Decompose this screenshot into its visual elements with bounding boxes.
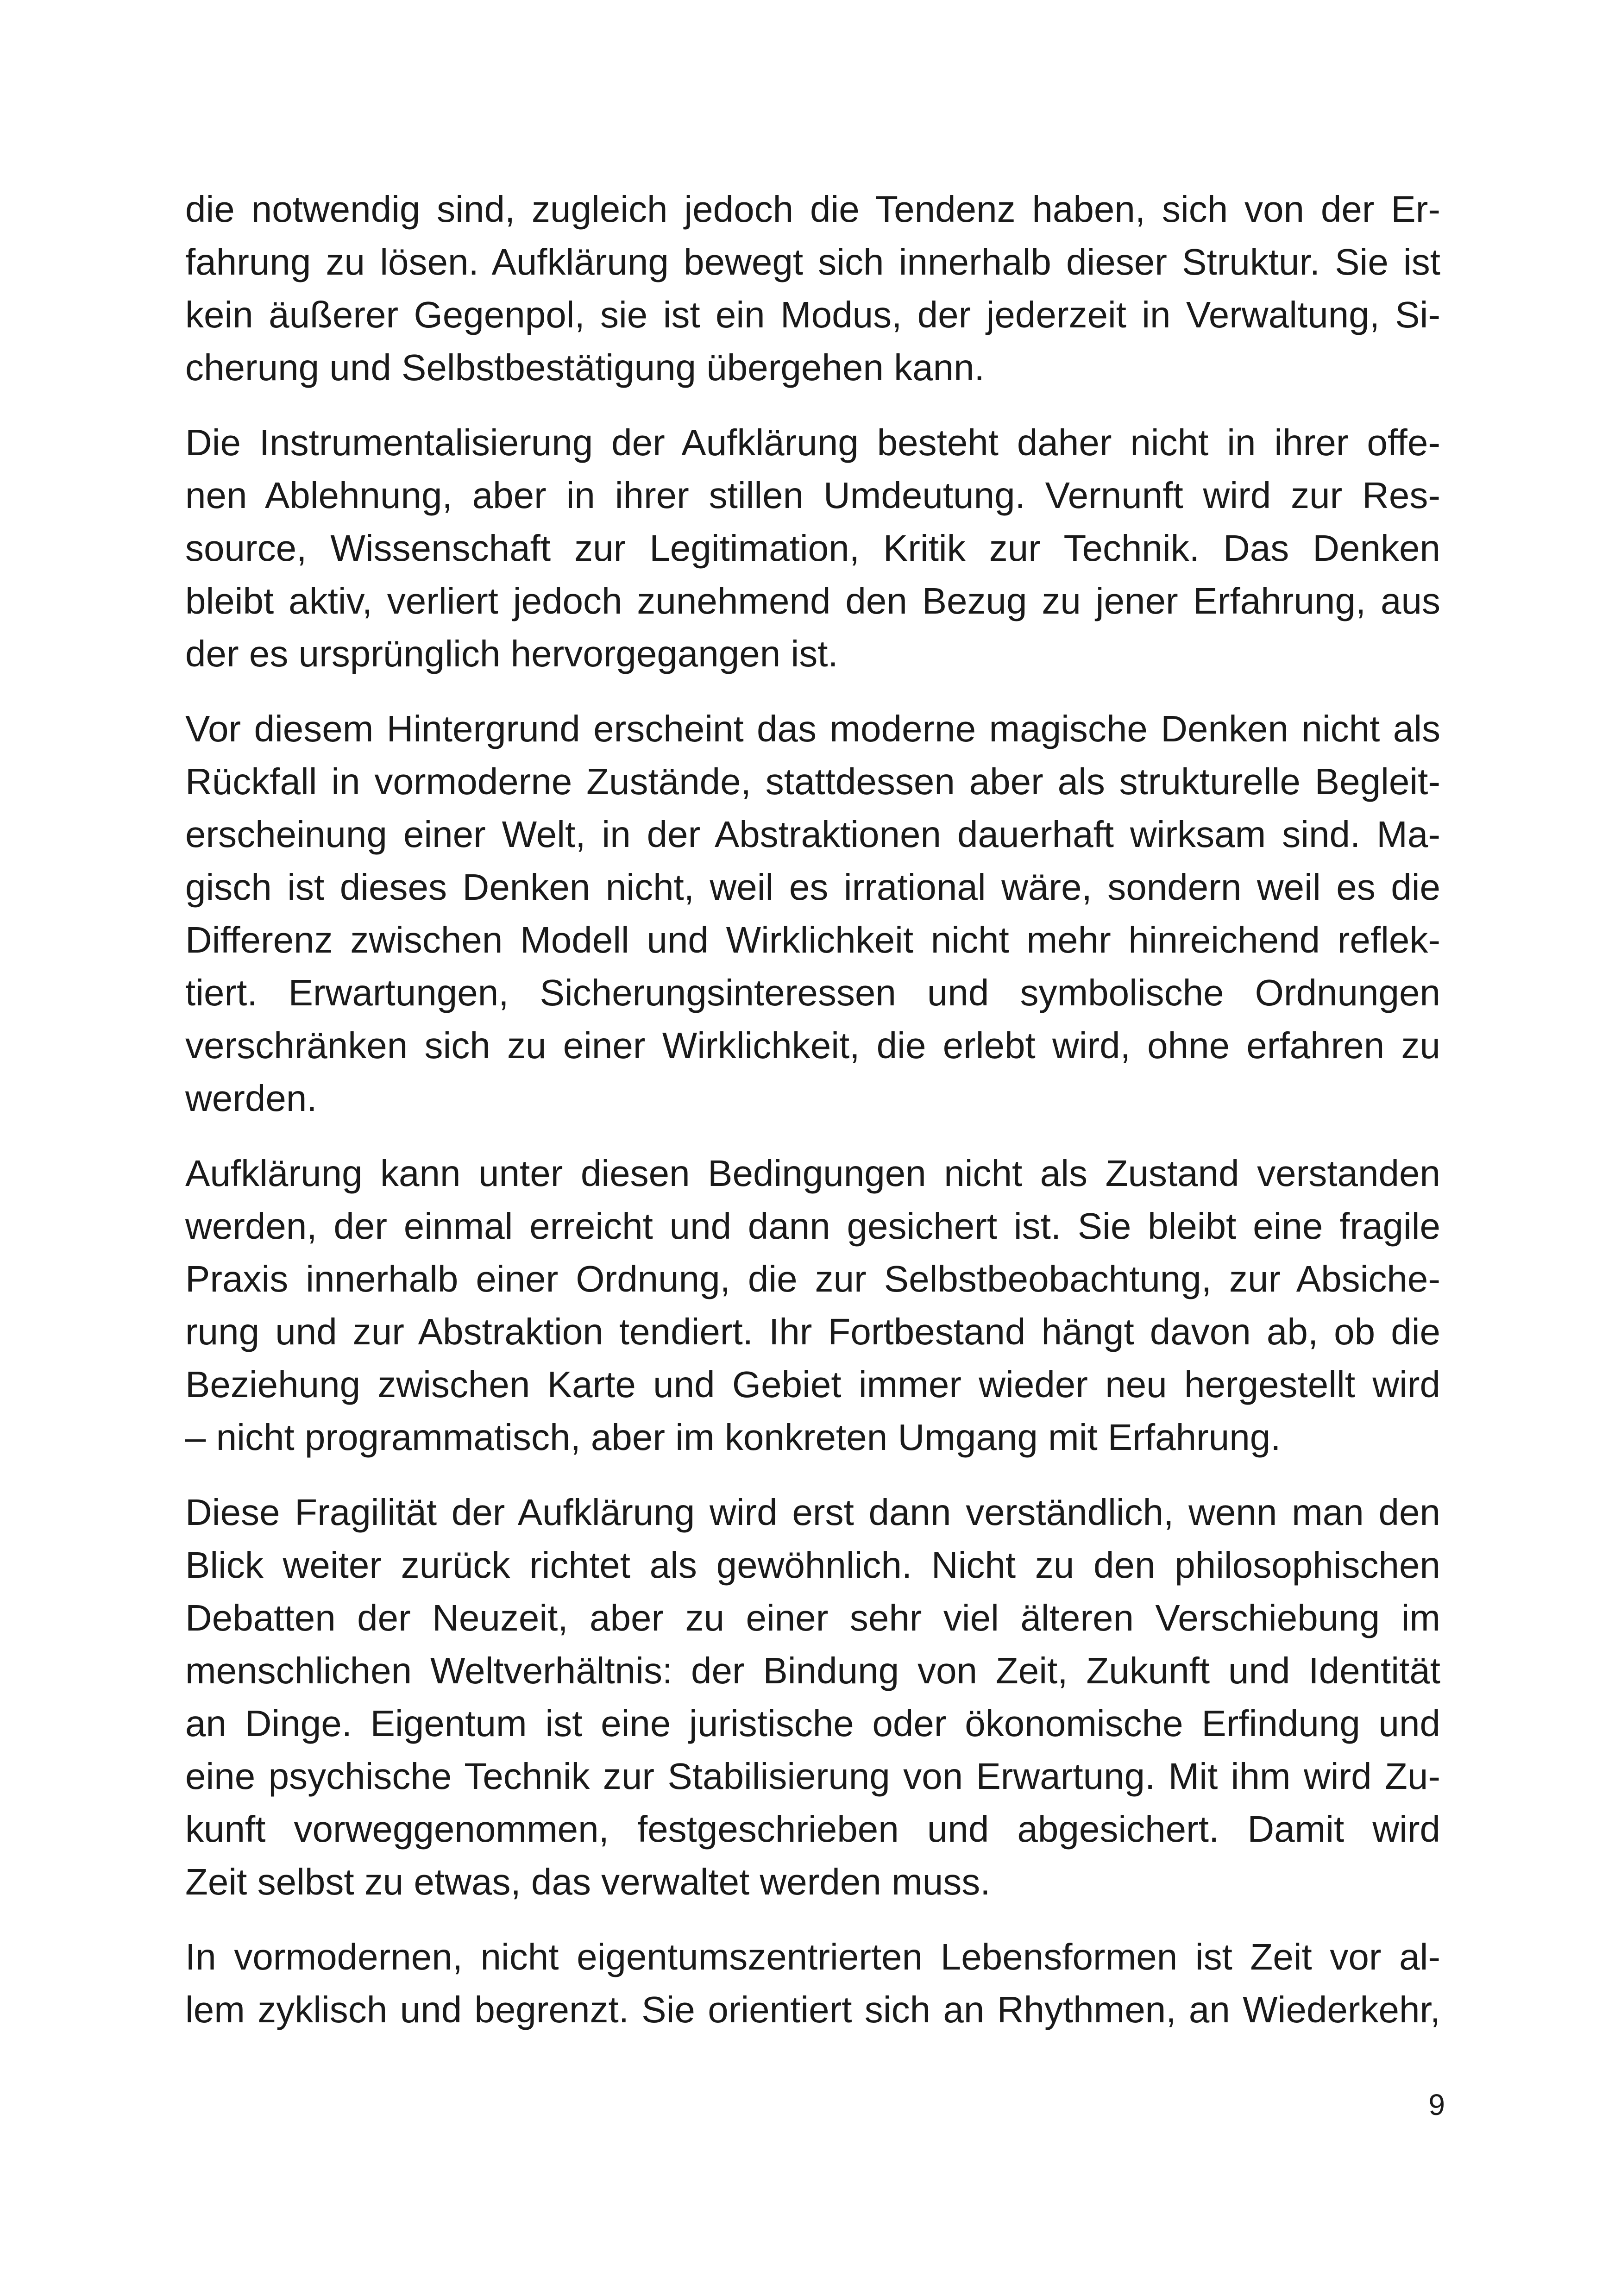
text-line: Blick weiter zurück richtet als gewöhnlich. Nicht zu den philosophischen [185, 1544, 1440, 1586]
text-line: – nicht programmatisch, aber im konkreten Umgang mit Erfahrung. [185, 1417, 1281, 1458]
text-line: fahrung zu lösen. Aufklärung bewegt sich innerhalb dieser Struktur. Sie ist [185, 241, 1440, 282]
paragraph [185, 1486, 1440, 1908]
text-line: Differenz zwischen Modell und Wirklichkeit nicht mehr hinreichend reflek- [185, 919, 1440, 960]
text-line: kunft vorweggenommen, festgeschrieben und abgesichert. Damit wird [185, 1808, 1440, 1850]
text-line: lem zyklisch und begrenzt. Sie orientiert sich an Rhythmen, an Wiederkehr, [185, 1989, 1440, 2030]
paragraph [185, 183, 1440, 394]
text-line: menschlichen Weltverhältnis: der Bindung von Zeit, Zukunft und Identität [185, 1650, 1440, 1691]
text-line: bleibt aktiv, verliert jedoch zunehmend den Bezug zu jener Erfahrung, aus [185, 580, 1440, 621]
text-line: nen Ablehnung, aber in ihrer stillen Umdeutung. Vernunft wird zur Res- [185, 475, 1440, 516]
text-line: Aufklärung kann unter diesen Bedingungen nicht als Zustand verstanden [185, 1153, 1440, 1194]
text-line: kein äußerer Gegenpol, sie ist ein Modus, der jederzeit in Verwaltung, Si- [185, 294, 1440, 335]
paragraph [185, 1147, 1440, 1464]
text-line: In vormodernen, nicht eigentumszentrierten Lebensformen ist Zeit vor al- [185, 1936, 1440, 1977]
text-line: Vor diesem Hintergrund erscheint das moderne magische Denken nicht als [185, 708, 1440, 749]
text-line: Zeit selbst zu etwas, das verwaltet werden muss. [185, 1861, 991, 1902]
text-line: erscheinung einer Welt, in der Abstraktionen dauerhaft wirksam sind. Ma- [185, 814, 1440, 855]
text-line: rung und zur Abstraktion tendiert. Ihr Fortbestand hängt davon ab, ob die [185, 1311, 1440, 1352]
text-line: Die Instrumentalisierung der Aufklärung besteht daher nicht in ihrer offe- [185, 422, 1440, 463]
text-line: an Dinge. Eigentum ist eine juristische oder ökonomische Erfindung und [185, 1703, 1440, 1744]
text-line: cherung und Selbstbestätigung übergehen kann. [185, 347, 985, 388]
text-line: Rückfall in vormoderne Zustände, stattdessen aber als strukturelle Begleit- [185, 761, 1440, 802]
paragraph [185, 416, 1440, 680]
page-number: 9 [1428, 2088, 1445, 2121]
paragraph [185, 1931, 1440, 2036]
text-line: gisch ist dieses Denken nicht, weil es irrational wäre, sondern weil es die [185, 866, 1440, 908]
body-text [185, 183, 1440, 2058]
text-line: tiert. Erwartungen, Sicherungsinteressen und symbolische Ordnungen [185, 972, 1440, 1013]
paragraph [185, 703, 1440, 1125]
text-line: eine psychische Technik zur Stabilisierung von Erwartung. Mit ihm wird Zu- [185, 1756, 1440, 1797]
text-line: die notwendig sind, zugleich jedoch die Tendenz haben, sich von der Er- [185, 188, 1440, 230]
text-line: werden. [185, 1078, 317, 1119]
text-line: Praxis innerhalb einer Ordnung, die zur Selbstbeobachtung, zur Absiche- [185, 1258, 1440, 1299]
text-line: werden, der einmal erreicht und dann gesichert ist. Sie bleibt eine fragile [185, 1205, 1440, 1247]
text-line: der es ursprünglich hervorgegangen ist. [185, 633, 838, 674]
text-line: Diese Fragilität der Aufklärung wird erst dann verständlich, wenn man den [185, 1492, 1440, 1533]
text-line: verschränken sich zu einer Wirklichkeit, die erlebt wird, ohne erfahren zu [185, 1025, 1440, 1066]
text-line: Debatten der Neuzeit, aber zu einer sehr viel älteren Verschiebung im [185, 1597, 1440, 1638]
text-line: Beziehung zwischen Karte und Gebiet immer wieder neu hergestellt wird [185, 1364, 1440, 1405]
text-line: source, Wissenschaft zur Legitimation, Kritik zur Technik. Das Denken [185, 527, 1440, 569]
